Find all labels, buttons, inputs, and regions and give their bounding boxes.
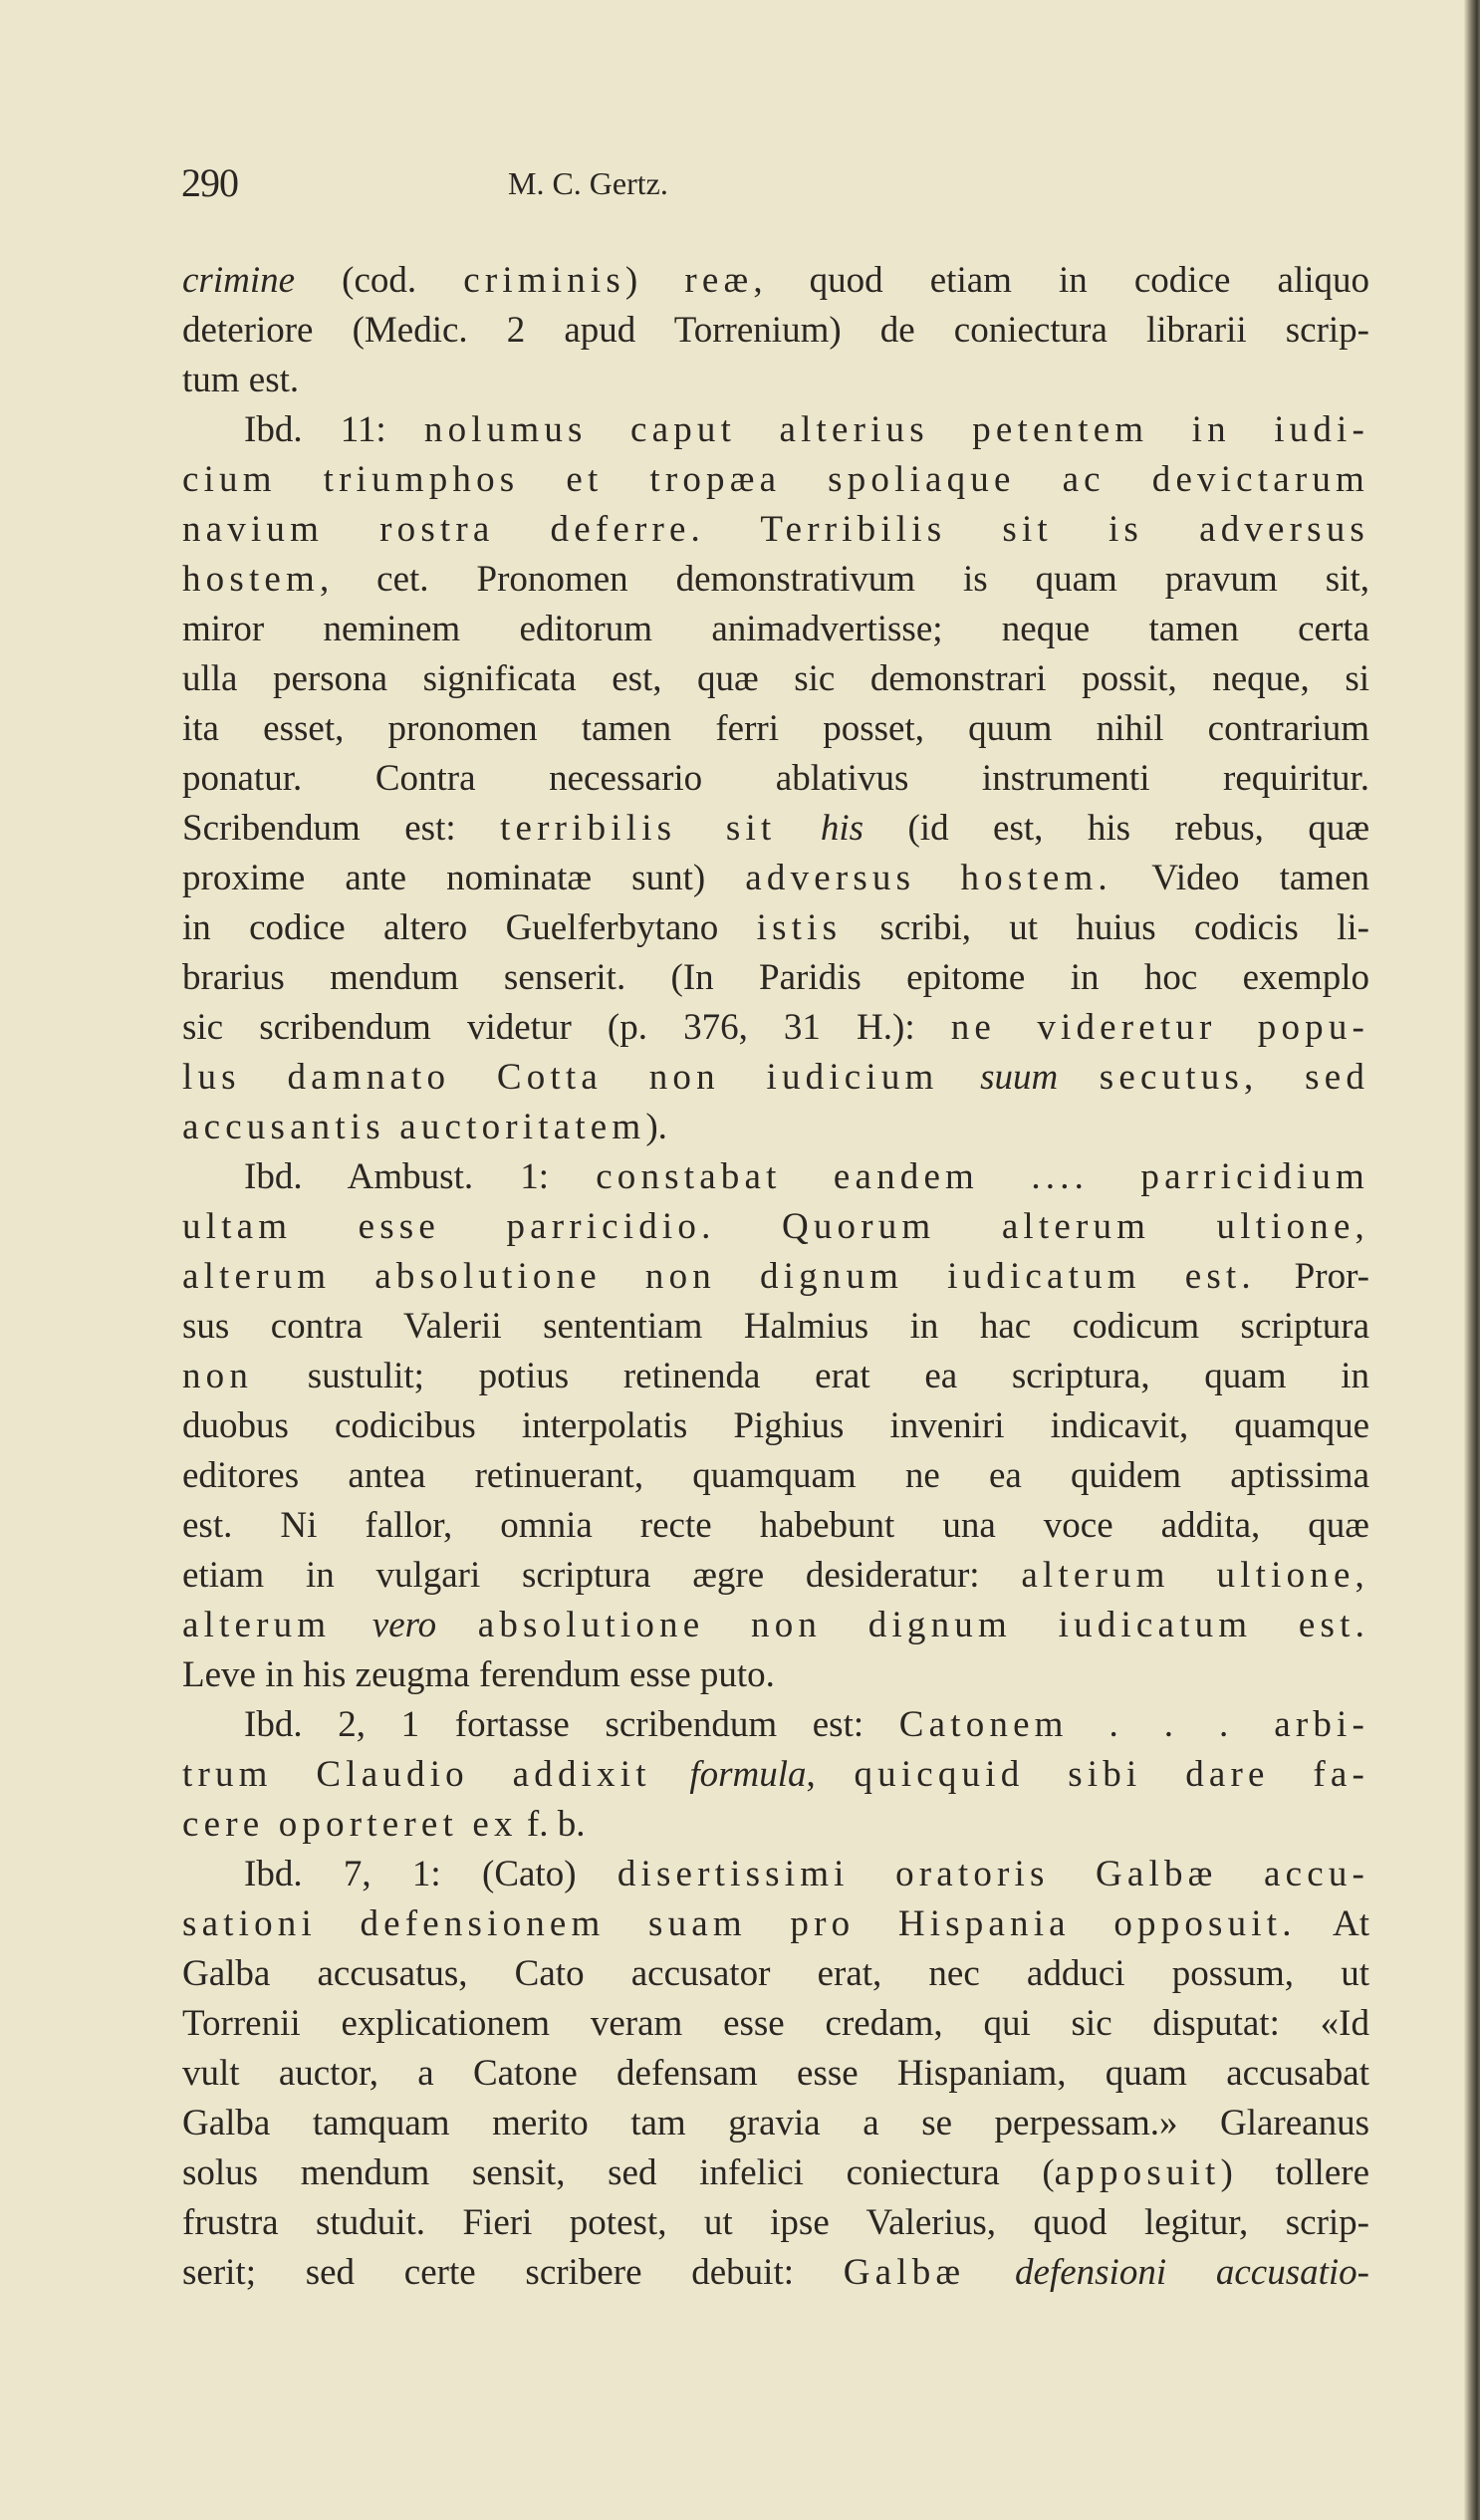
text-segment: Ibd. 11: xyxy=(244,409,424,450)
text-segment: ) xyxy=(624,260,685,301)
spaced-text: istis xyxy=(756,907,843,948)
body-text xyxy=(182,259,1369,2301)
text-line xyxy=(182,1404,1369,1454)
text-segment: etiam in vulgari scriptura ægre desideratur: xyxy=(182,1555,1022,1596)
text-segment: sus contra Valerii sententiam Halmius in hac codicum scriptura xyxy=(182,1306,1369,1347)
text-segment: ponatur. Contra necessario ablativus instrumenti requiritur. xyxy=(182,758,1369,799)
text-segment: Leve in his zeugma ferendum esse puto. xyxy=(182,1654,775,1695)
text-line xyxy=(182,807,1369,857)
spaced-text: alterum absolutione non dignum iudicatum est. xyxy=(182,1256,1256,1297)
text-segment: proxime ante nominatæ sunt) xyxy=(182,858,746,898)
text-line xyxy=(182,508,1369,558)
italic-text: crimine xyxy=(182,260,296,301)
text-segment xyxy=(1058,1057,1100,1098)
text-line xyxy=(182,1703,1369,1753)
text-segment: est. Ni fallor, omnia recte habebunt una voce addita, quæ xyxy=(182,1505,1369,1546)
text-segment: (id est, his rebus, quæ xyxy=(863,808,1369,849)
page-number: 290 xyxy=(181,160,238,205)
text-segment: tum est. xyxy=(182,360,300,400)
text-segment: , quod etiam in codice aliquo xyxy=(753,260,1370,301)
text-line xyxy=(182,657,1369,707)
spaced-text: alterum ultione, xyxy=(1021,1555,1369,1596)
text-segment xyxy=(651,1754,690,1795)
text-segment: scribi, ut huius codicis li- xyxy=(842,907,1369,948)
text-segment xyxy=(436,1605,478,1645)
text-segment: , cet. Pronomen demonstrativum is quam pravum sit, xyxy=(319,559,1369,600)
text-segment: in codice altero Guelferbytano xyxy=(182,907,757,948)
text-line xyxy=(182,1504,1369,1554)
spaced-text: accusantis auctoritatem xyxy=(182,1107,646,1147)
spaced-text: cium triumphos et tropæa spoliaque ac devictarum xyxy=(182,459,1369,500)
text-segment: Galba accusatus, Cato accusator erat, nec adduci possum, ut xyxy=(182,1953,1369,1994)
text-line xyxy=(182,1056,1369,1106)
spaced-text: adversus hostem. xyxy=(745,858,1112,898)
text-segment: sustulit; potius retinenda erat ea scriptura, quam in xyxy=(253,1356,1369,1396)
text-segment: miror neminem editorum animadvertisse; neque tamen certa xyxy=(182,609,1369,649)
text-segment: ita esset, pronomen tamen ferri posset, quum nihil contrarium xyxy=(182,708,1369,749)
text-segment: Scribendum est: xyxy=(182,808,501,849)
text-segment: frustra studuit. Fieri potest, ut ipse Valerius, quod legitur, scrip- xyxy=(182,2202,1369,2243)
text-segment: ulla persona significata est, quæ sic demonstrari possit, neque, si xyxy=(182,658,1369,699)
text-segment: Pror- xyxy=(1255,1256,1369,1297)
italic-text: vero xyxy=(371,1605,437,1645)
spaced-text: cere oporteret ex xyxy=(182,1804,518,1845)
text-line xyxy=(182,1355,1369,1404)
spaced-text: ne videretur popu- xyxy=(950,1007,1370,1048)
spaced-text: quicquid sibi dare fa- xyxy=(854,1754,1370,1795)
text-line xyxy=(182,2201,1369,2251)
text-line xyxy=(182,309,1369,359)
text-segment: vult auctor, a Catone defensam esse Hispaniam, quam accusabat xyxy=(182,2053,1369,2094)
text-line xyxy=(182,757,1369,807)
text-line xyxy=(182,1305,1369,1355)
text-segment: serit; sed certe scribere debuit: xyxy=(182,2252,844,2293)
text-line xyxy=(182,1952,1369,2002)
text-line xyxy=(182,707,1369,757)
text-segment xyxy=(776,808,820,849)
text-line xyxy=(182,1155,1369,1205)
text-segment: Ibd. Ambust. 1: xyxy=(244,1156,597,1197)
spaced-text: apposuit xyxy=(1054,2152,1221,2193)
text-segment: deteriore (Medic. 2 apud Torrenium) de coniectura librarii scrip- xyxy=(182,310,1369,351)
text-segment xyxy=(965,2252,1015,2293)
text-line xyxy=(182,1902,1369,1952)
spaced-text: criminis xyxy=(463,260,625,301)
text-segment xyxy=(939,1057,981,1098)
text-line xyxy=(182,2002,1369,2052)
spaced-text: navium rostra deferre. Terribilis sit is adversus xyxy=(182,509,1369,550)
text-segment: duobus codicibus interpolatis Pighius inveniri indicavit, quamque xyxy=(182,1405,1369,1446)
text-segment: Galba tamquam merito tam gravia a se perpessam.» Glareanus xyxy=(182,2103,1369,2143)
text-line xyxy=(182,1604,1369,1653)
text-line xyxy=(182,1853,1369,1902)
text-segment: Torrenii explicationem veram esse credam, qui sic disputat: «Id xyxy=(182,2003,1369,2044)
spaced-text: secutus, sed xyxy=(1099,1057,1370,1098)
text-line xyxy=(182,1803,1369,1853)
text-segment: sic scribendum videtur (p. 376, 31 H.): xyxy=(182,1007,951,1048)
running-head: M. C. Gertz. xyxy=(508,165,668,201)
text-line xyxy=(182,1454,1369,1504)
spaced-text: lus damnato Cotta non iudicium xyxy=(182,1057,939,1098)
text-line xyxy=(182,2251,1369,2301)
text-segment: Video tamen xyxy=(1111,858,1369,898)
text-line xyxy=(182,1205,1369,1255)
text-line xyxy=(182,2102,1369,2151)
text-line xyxy=(182,259,1369,309)
text-line xyxy=(182,2052,1369,2102)
text-line xyxy=(182,956,1369,1006)
text-segment: (cod. xyxy=(295,260,464,301)
text-segment: Ibd. 2, 1 fortasse scribendum est: xyxy=(244,1704,899,1745)
spaced-text: absolutione non dignum iudicatum est. xyxy=(477,1605,1370,1645)
text-segment: Ibd. 7, 1: (Cato) xyxy=(244,1854,617,1894)
text-line xyxy=(182,558,1369,608)
spaced-text: ultam esse parricidio. Quorum alterum ultione, xyxy=(182,1206,1369,1247)
spaced-text: non xyxy=(182,1356,254,1396)
text-segment: , xyxy=(806,1754,855,1795)
spaced-text: Galbæ xyxy=(843,2252,966,2293)
text-segment: At xyxy=(1296,1903,1369,1944)
text-line xyxy=(182,1653,1369,1703)
text-line xyxy=(182,608,1369,657)
text-line xyxy=(182,857,1369,906)
text-line xyxy=(182,408,1369,458)
text-line xyxy=(182,2151,1369,2201)
text-line xyxy=(182,1753,1369,1803)
text-line xyxy=(182,1106,1369,1155)
text-segment: f. b. xyxy=(517,1804,586,1845)
spaced-text: nolumus caput alterius petentem in iudi- xyxy=(423,409,1369,450)
book-binding-edge xyxy=(1464,0,1480,2520)
italic-text: his xyxy=(820,808,864,849)
spaced-text: alterum xyxy=(182,1605,332,1645)
text-line xyxy=(182,1255,1369,1305)
italic-text: suum xyxy=(980,1057,1059,1098)
spaced-text: disertissimi oratoris Galbæ accu- xyxy=(617,1854,1369,1894)
text-segment: ) tollere xyxy=(1220,2152,1370,2193)
text-line xyxy=(182,458,1369,508)
spaced-text: constabat eandem .... parricidium xyxy=(596,1156,1369,1197)
text-segment: brarius mendum senserit. (In Paridis epitome in hoc exemplo xyxy=(182,957,1369,998)
italic-text: defensioni accusatio- xyxy=(1015,2252,1369,2293)
italic-text: formula xyxy=(689,1754,807,1795)
spaced-text: terribilis sit xyxy=(500,808,777,849)
text-line xyxy=(182,1006,1369,1056)
text-segment xyxy=(331,1605,372,1645)
spaced-text: sationi defensionem suam pro Hispania opposuit. xyxy=(182,1903,1297,1944)
spaced-text: trum Claudio addixit xyxy=(182,1754,651,1795)
text-line xyxy=(182,906,1369,956)
text-segment: ). xyxy=(645,1107,667,1147)
text-line xyxy=(182,359,1369,408)
spaced-text: reæ xyxy=(684,260,754,301)
text-segment: editores antea retinuerant, quamquam ne ea quidem aptissima xyxy=(182,1455,1369,1496)
spaced-text: hostem xyxy=(182,559,320,600)
text-line xyxy=(182,1554,1369,1604)
spaced-text: Catonem . . . arbi- xyxy=(898,1704,1369,1745)
text-segment: solus mendum sensit, sed infelici coniectura ( xyxy=(182,2152,1055,2193)
